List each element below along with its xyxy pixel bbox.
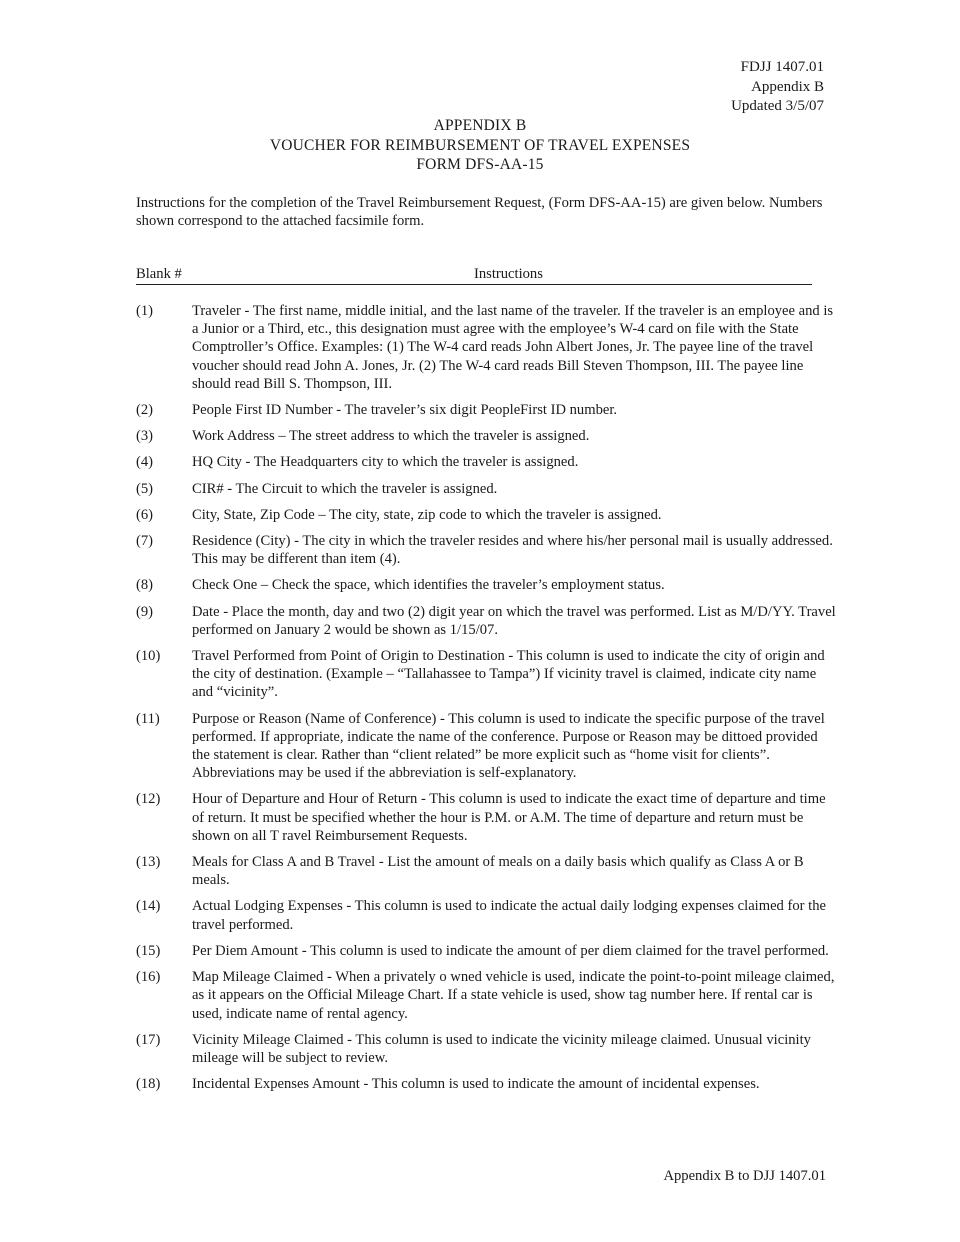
item-number: (4) — [136, 454, 154, 471]
list-item — [136, 853, 836, 889]
page-footer: Appendix B to DJJ 1407.01 — [663, 1168, 826, 1184]
column-blank-number: Blank # — [136, 266, 182, 282]
document-title — [0, 116, 960, 175]
list-item — [136, 480, 836, 498]
reference-updated-date: Updated 3/5/07 — [731, 98, 824, 114]
item-number: (10) — [136, 648, 161, 665]
item-text: Purpose or Reason (Name of Conference) - This column is used to indicate the specific purpose of the travel performed. If appropriate, indicate the name of the conference. Purpose or Reason may be dittoed provided the statement is clear. Rather than “client related” be more explicit such as “home visit for clients”. Abbreviations may be used if the abbreviation is self-explanatory. — [192, 710, 825, 782]
item-number: (12) — [136, 791, 161, 808]
list-item — [136, 532, 836, 568]
list-item — [136, 710, 836, 783]
column-instructions: Instructions — [474, 266, 543, 282]
item-text: City, State, Zip Code – The city, state, zip code to which the traveler is assigned. — [192, 506, 662, 523]
item-number: (5) — [136, 480, 154, 497]
list-item — [136, 647, 836, 702]
list-item — [136, 968, 836, 1023]
item-text: Residence (City) - The city in which the traveler resides and where his/her personal mail is usually addressed. This may be different than item (4). — [192, 533, 833, 568]
item-number: (7) — [136, 533, 154, 550]
reference-number: FDJJ 1407.01 — [740, 59, 824, 75]
intro-paragraph: Instructions for the completion of the Travel Reimbursement Request, (Form DFS-AA-15) are given below. Numbers shown correspond to the attached facsimile form. — [136, 195, 823, 229]
item-number: (14) — [136, 898, 161, 915]
item-text: Actual Lodging Expenses - This column is used to indicate the actual daily lodging expenses claimed for the travel performed. — [192, 898, 826, 933]
item-text: Work Address – The street address to which the traveler is assigned. — [192, 428, 590, 445]
item-text: Hour of Departure and Hour of Return - This column is used to indicate the exact time of departure and time of return. It must be specified whether the hour is P.M. or A.M. The time of departure and return must be shown on all T ravel Reimbursement Requests. — [192, 791, 826, 844]
item-text: Check One – Check the space, which identifies the traveler’s employment status. — [192, 577, 665, 594]
item-text: People First ID Number - The traveler’s six digit PeopleFirst ID number. — [192, 402, 618, 419]
list-item — [136, 897, 836, 933]
item-number: (2) — [136, 402, 154, 419]
item-text: Meals for Class A and B Travel - List the amount of meals on a daily basis which qualify as Class A or B meals. — [192, 854, 804, 889]
item-number: (9) — [136, 603, 154, 620]
item-number: (15) — [136, 942, 161, 959]
item-text: HQ City - The Headquarters city to which the traveler is assigned. — [192, 454, 579, 471]
list-item — [136, 1031, 836, 1067]
list-item — [136, 427, 836, 445]
item-number: (11) — [136, 710, 160, 727]
list-item — [136, 302, 836, 393]
item-number: (13) — [136, 854, 161, 871]
list-item — [136, 603, 836, 639]
list-item — [136, 942, 836, 960]
list-item — [136, 576, 836, 594]
item-number: (1) — [136, 303, 154, 319]
list-item — [136, 790, 836, 845]
item-text: Travel Performed from Point of Origin to Destination - This column is used to indicate the city of origin and the city of destination. (Example – “Tallahassee to Tampa”) If vicinity travel is claimed, indicate city name and “vicinity”. — [192, 648, 825, 701]
item-number: (18) — [136, 1076, 161, 1093]
list-item — [136, 1075, 836, 1093]
column-headers — [136, 266, 812, 285]
item-number: (16) — [136, 969, 161, 986]
item-text: Date - Place the month, day and two (2) digit year on which the travel was performed. List as M/D/YY. Travel performed on January 2 would be shown as 1/15/07. — [192, 603, 836, 638]
item-number: (8) — [136, 577, 154, 594]
list-item — [136, 506, 836, 524]
reference-appendix: Appendix B — [751, 78, 824, 95]
list-item — [136, 401, 836, 419]
item-number: (17) — [136, 1031, 161, 1048]
document-reference — [731, 58, 824, 117]
instruction-list — [136, 302, 836, 1101]
title-form: FORM DFS-AA-15 — [416, 156, 544, 173]
item-number: (3) — [136, 428, 154, 445]
item-text: Per Diem Amount - This column is used to indicate the amount of per diem claimed for the travel performed. — [192, 942, 829, 959]
item-text: CIR# - The Circuit to which the traveler is assigned. — [192, 480, 498, 497]
item-text: Vicinity Mileage Claimed - This column is used to indicate the vicinity mileage claimed. Unusual vicinity mileage will be subject to review. — [192, 1031, 811, 1066]
item-number: (6) — [136, 506, 154, 523]
title-appendix: APPENDIX B — [433, 117, 527, 134]
list-item — [136, 453, 836, 471]
item-text: Map Mileage Claimed - When a privately o wned vehicle is used, indicate the point-to-point mileage claimed, as it appears on the Official Mileage Chart. If a state vehicle is used, show tag number here. If rental car is used, indicate name of rental agency. — [192, 969, 835, 1022]
item-text: Traveler - The first name, middle initial, and the last name of the traveler. If the traveler is an employee and is a Junior or a Third, etc., this designation must agree with the employee’s W-4 card on file with the State Comptroller’s Office. Examples: (1) The W-4 card reads John Albert Jones, Jr. The payee line of the travel voucher should read John A. Jones, Jr. (2) The W-4 card reads Bill Steven Thompson, III. The payee line should read Bill S. Thompson, III. — [192, 303, 834, 392]
title-voucher: VOUCHER FOR REIMBURSEMENT OF TRAVEL EXPENSES — [269, 136, 691, 154]
item-text: Incidental Expenses Amount - This column is used to indicate the amount of incidental expenses. — [192, 1076, 760, 1093]
